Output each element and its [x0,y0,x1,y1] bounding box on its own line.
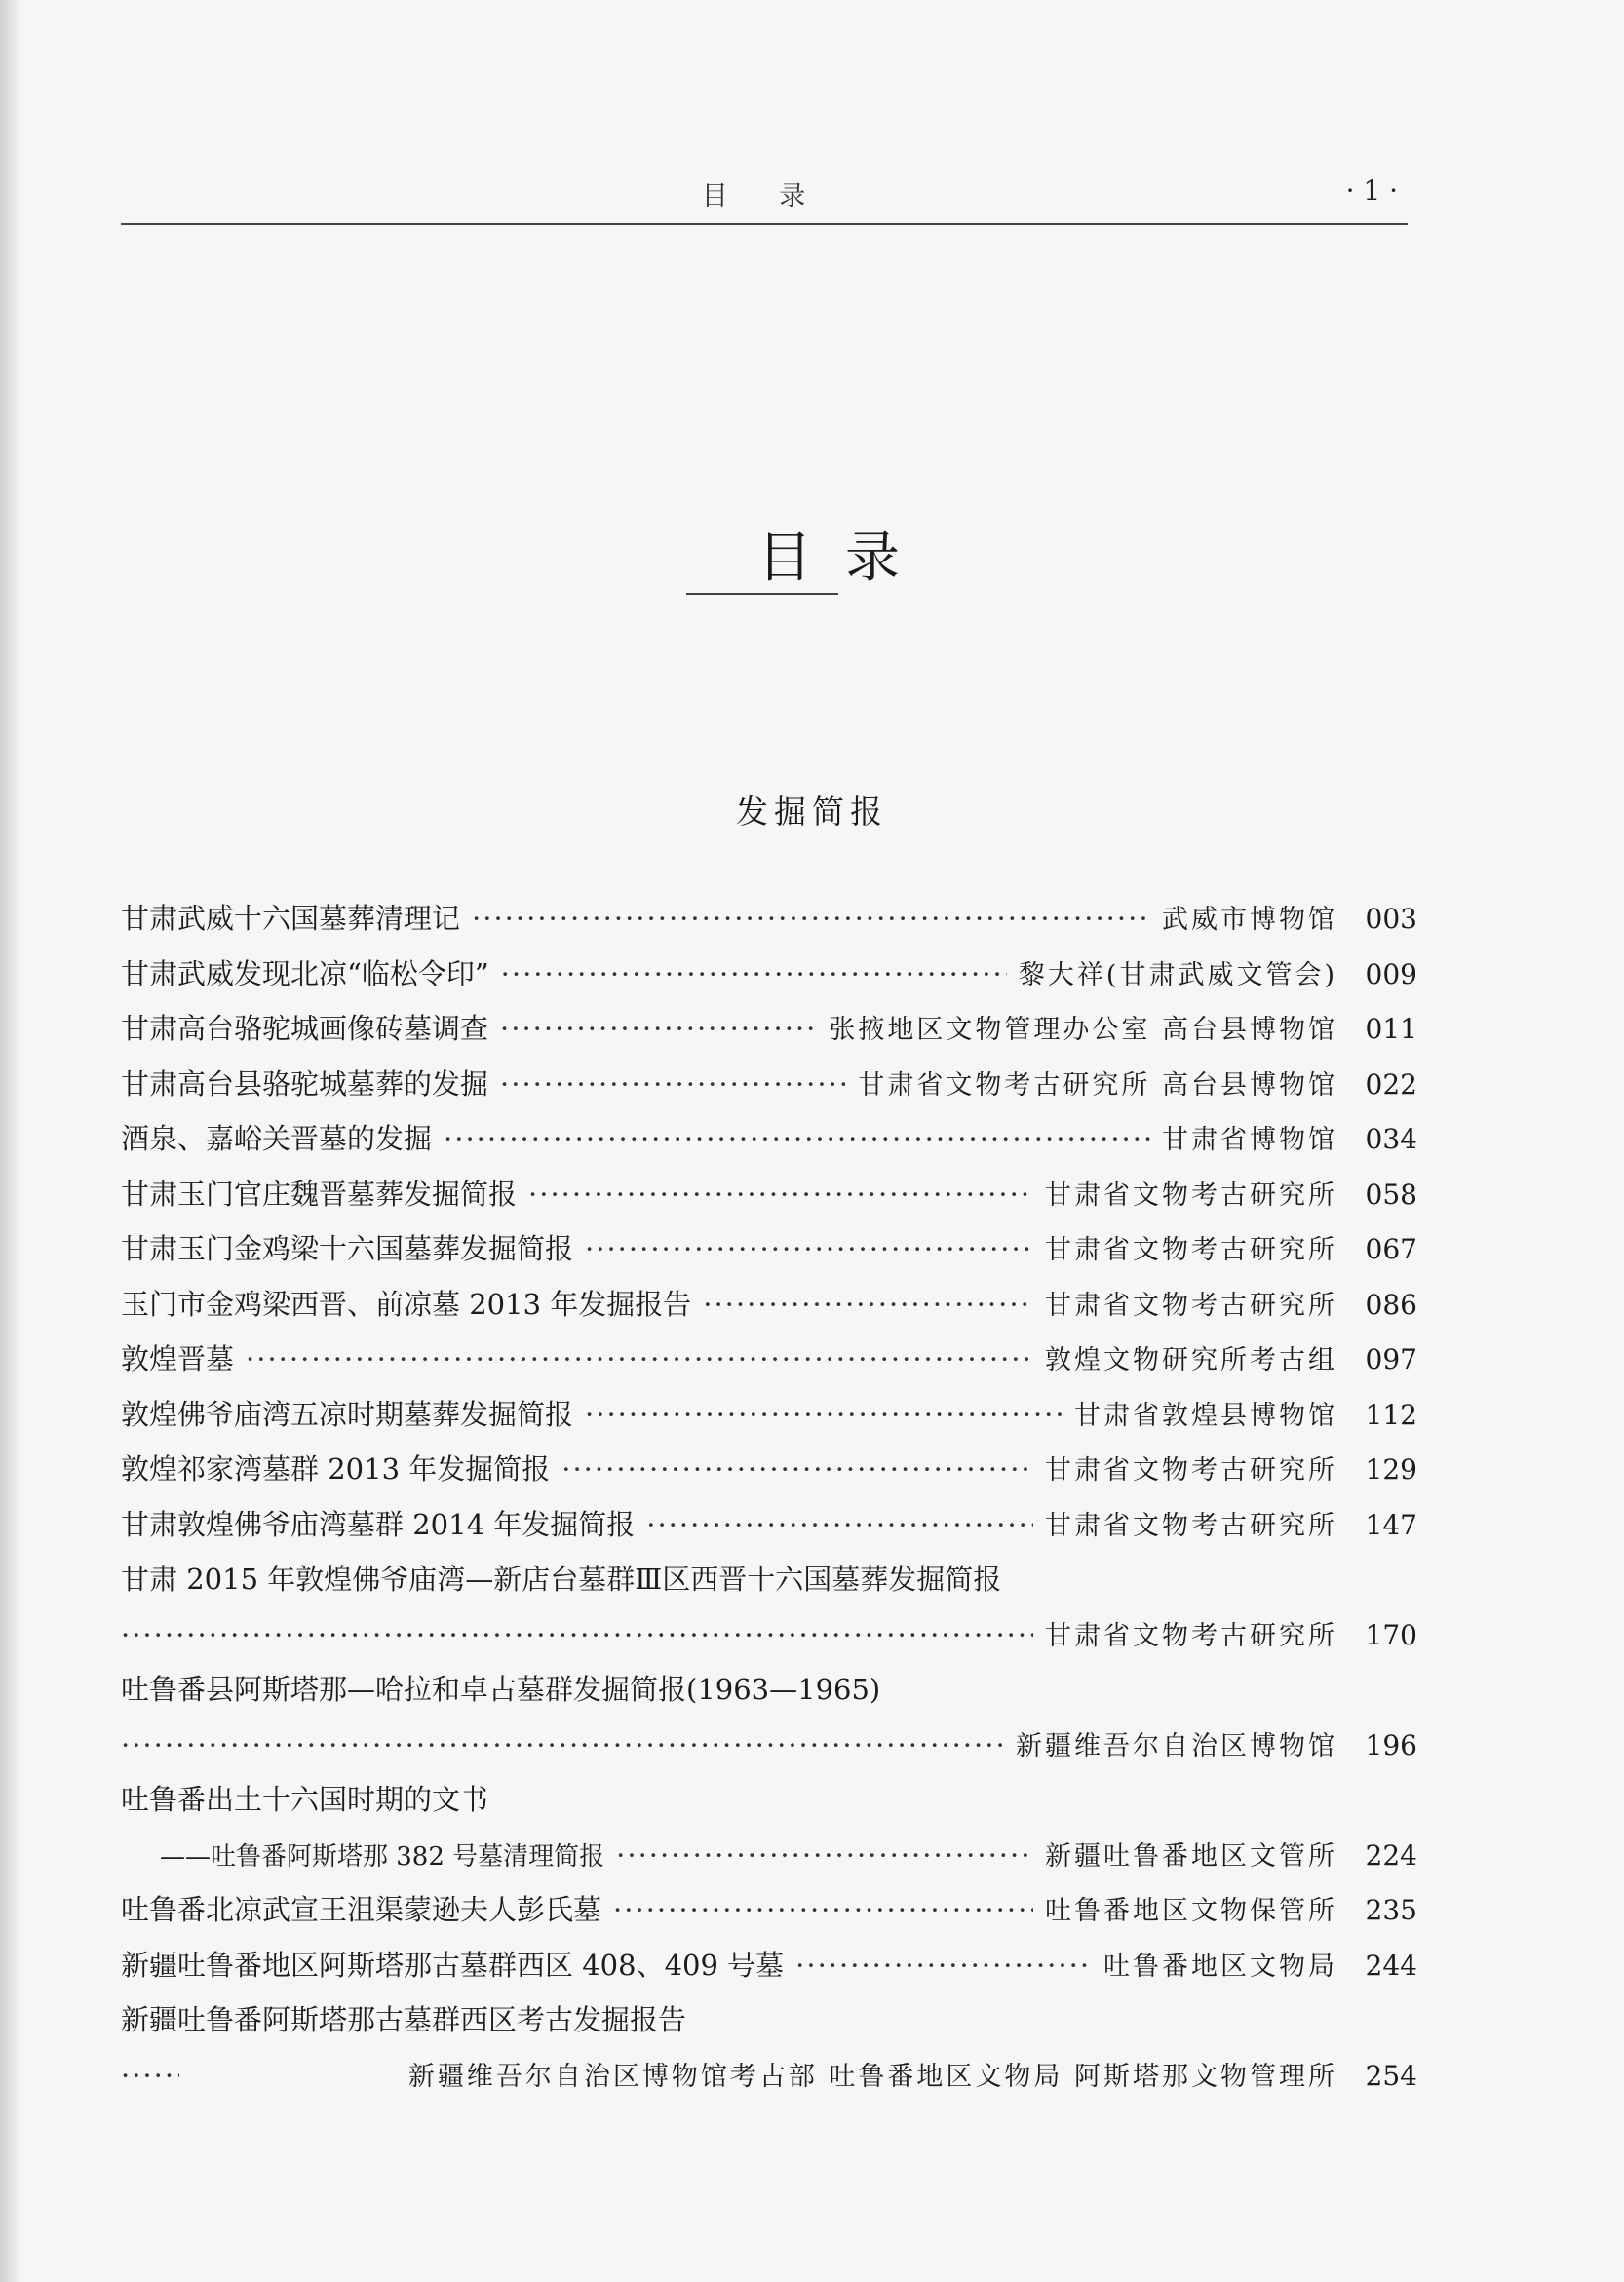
entry-page: 235 [1365,1894,1417,1926]
entry-author: 甘肃省敦煌县博物馆 [1074,1400,1337,1431]
toc-entry-title-line[interactable] [121,1992,1417,2048]
leader-dots [444,1111,1150,1167]
entry-page: 147 [1365,1508,1417,1541]
toc-entries [121,891,1417,2103]
leader-dots [528,1167,1033,1222]
leader-dots [500,1057,846,1112]
toc-entry[interactable] [121,1882,1417,1938]
entry-page: 034 [1365,1123,1417,1155]
toc-entry[interactable] [121,1167,1417,1222]
leader-dots [121,1718,1004,1773]
entry-page: 003 [1365,903,1417,935]
leader-dots [246,1332,1033,1387]
entry-title: 甘肃敦煌佛爷庙湾墓群 2014 年发掘简报 [121,1507,636,1541]
entry-author: 敦煌文物研究所考古组 [1045,1345,1337,1375]
leader-dots [795,1938,1092,1993]
entry-author: 武威市博物馆 [1162,905,1337,935]
entry-page: 170 [1365,1618,1417,1651]
entry-page: 086 [1365,1288,1417,1321]
entry-title: 新疆吐鲁番地区阿斯塔那古墓群西区 408、409 号墓 [121,1948,785,1982]
toc-entry-title-line[interactable] [121,1552,1417,1607]
toc-entry-title-line[interactable] [121,1772,1417,1828]
running-head: 目 录 [701,181,828,212]
entry-subtitle: ——吐鲁番阿斯塔那 382 号墓清理简报 [160,1841,605,1872]
toc-entry[interactable] [121,1001,1417,1057]
leader-dots [646,1497,1033,1553]
entry-author: 甘肃省文物考古研究所 [1045,1510,1337,1541]
entry-page: 011 [1365,1013,1417,1045]
entry-author: 甘肃省文物考古研究所 [1045,1290,1337,1321]
toc-entry-continuation[interactable] [121,2048,1417,2104]
entry-author: 甘肃省文物考古研究所 [1045,1620,1337,1651]
entry-author: 甘肃省文物考古研究所 高台县博物馆 [858,1069,1337,1101]
leader-dots [585,1387,1063,1443]
leader-dots [561,1442,1033,1497]
entry-page: 224 [1365,1838,1417,1872]
title-underline [686,593,838,595]
entry-page: 254 [1365,2059,1417,2092]
entry-author: 甘肃省文物考古研究所 [1045,1455,1337,1486]
toc-title: 目录 [757,526,933,590]
leader-dots [500,1001,817,1057]
leader-dots [121,1607,1033,1663]
entry-author: 新疆维吾尔自治区博物馆考古部 吐鲁番地区文物局 阿斯塔那文物管理所 [407,2061,1337,2092]
toc-entry[interactable] [121,1332,1417,1387]
toc-entry-title-line[interactable] [121,1662,1417,1718]
entry-author: 甘肃省博物馆 [1162,1125,1337,1155]
entry-title: 甘肃高台县骆驼城墓葬的发掘 [121,1066,489,1101]
entry-page: 244 [1365,1949,1417,1982]
header-rule [121,223,1408,225]
leader-dots [472,891,1150,947]
entry-page: 022 [1365,1067,1417,1101]
entry-page: 058 [1365,1178,1417,1211]
entry-title: 吐鲁番北凉武宣王沮渠蒙逊夫人彭氏墓 [121,1893,602,1926]
leader-dots [501,947,1007,1002]
entry-page: 112 [1365,1398,1417,1431]
entry-page: 129 [1365,1453,1417,1486]
entry-title: 甘肃武威十六国墓葬清理记 [121,902,461,935]
toc-entry[interactable] [121,891,1417,947]
toc-entry[interactable] [121,1387,1417,1443]
entry-title: 敦煌佛爷庙湾五凉时期墓葬发掘简报 [121,1397,574,1431]
toc-entry[interactable] [121,1277,1417,1333]
entry-page: 067 [1365,1233,1417,1265]
toc-entry[interactable] [121,1497,1417,1553]
page-edge-shadow [0,0,21,2282]
toc-entry-subtitle[interactable] [121,1828,1417,1883]
entry-title: 甘肃武威发现北凉“临松令印” [121,956,489,990]
leader-dots [613,1882,1033,1938]
entry-author: 新疆维吾尔自治区博物馆 [1016,1730,1337,1761]
toc-entry[interactable] [121,1057,1417,1112]
section-heading: 发掘简报 [736,793,888,831]
entry-author: 黎大祥(甘肃武威文管会) [1018,959,1337,990]
entry-author: 新疆吐鲁番地区文管所 [1045,1840,1337,1872]
entry-title: 吐鲁番县阿斯塔那—哈拉和卓古墓群发掘简报(1963—1965) [121,1673,881,1706]
entry-author: 吐鲁番地区文物保管所 [1045,1896,1337,1926]
entry-author: 吐鲁番地区文物局 [1103,1951,1337,1982]
entry-title: 甘肃玉门金鸡梁十六国墓葬发掘简报 [121,1232,574,1265]
entry-page: 097 [1365,1343,1417,1375]
entry-page: 009 [1365,957,1417,990]
entry-title: 新疆吐鲁番阿斯塔那古墓群西区考古发掘报告 [121,2003,687,2036]
entry-author: 张掖地区文物管理办公室 高台县博物馆 [829,1015,1337,1045]
toc-entry[interactable] [121,1442,1417,1497]
toc-entry[interactable] [121,1221,1417,1277]
entry-title: 敦煌晋墓 [121,1342,235,1375]
page-header [121,171,1408,225]
entry-title: 甘肃高台骆驼城画像砖墓调查 [121,1012,489,1045]
toc-entry[interactable] [121,947,1417,1002]
entry-title: 吐鲁番出土十六国时期的文书 [121,1783,489,1816]
toc-entry[interactable] [121,1938,1417,1993]
entry-title: 甘肃玉门官庄魏晋墓葬发掘简报 [121,1177,518,1211]
leader-dots [703,1277,1033,1333]
toc-entry-continuation[interactable] [121,1718,1417,1773]
page-number: · 1 · [1345,174,1398,207]
entry-title: 玉门市金鸡梁西晋、前凉墓 2013 年发掘报告 [121,1287,692,1321]
entry-title: 酒泉、嘉峪关晋墓的发掘 [121,1122,433,1155]
entry-author: 甘肃省文物考古研究所 [1045,1180,1337,1211]
toc-entry[interactable] [121,1111,1417,1167]
entry-title: 敦煌祁家湾墓群 2013 年发掘简报 [121,1452,551,1486]
toc-entry-continuation[interactable] [121,1607,1417,1663]
entry-title: 甘肃 2015 年敦煌佛爷庙湾—新店台墓群Ⅲ区西晋十六国墓葬发掘简报 [121,1563,1002,1596]
entry-page: 196 [1365,1728,1417,1761]
leader-dots [585,1221,1033,1277]
leader-dots [616,1828,1033,1883]
leader-dots [121,2048,179,2104]
entry-author: 甘肃省文物考古研究所 [1045,1235,1337,1265]
